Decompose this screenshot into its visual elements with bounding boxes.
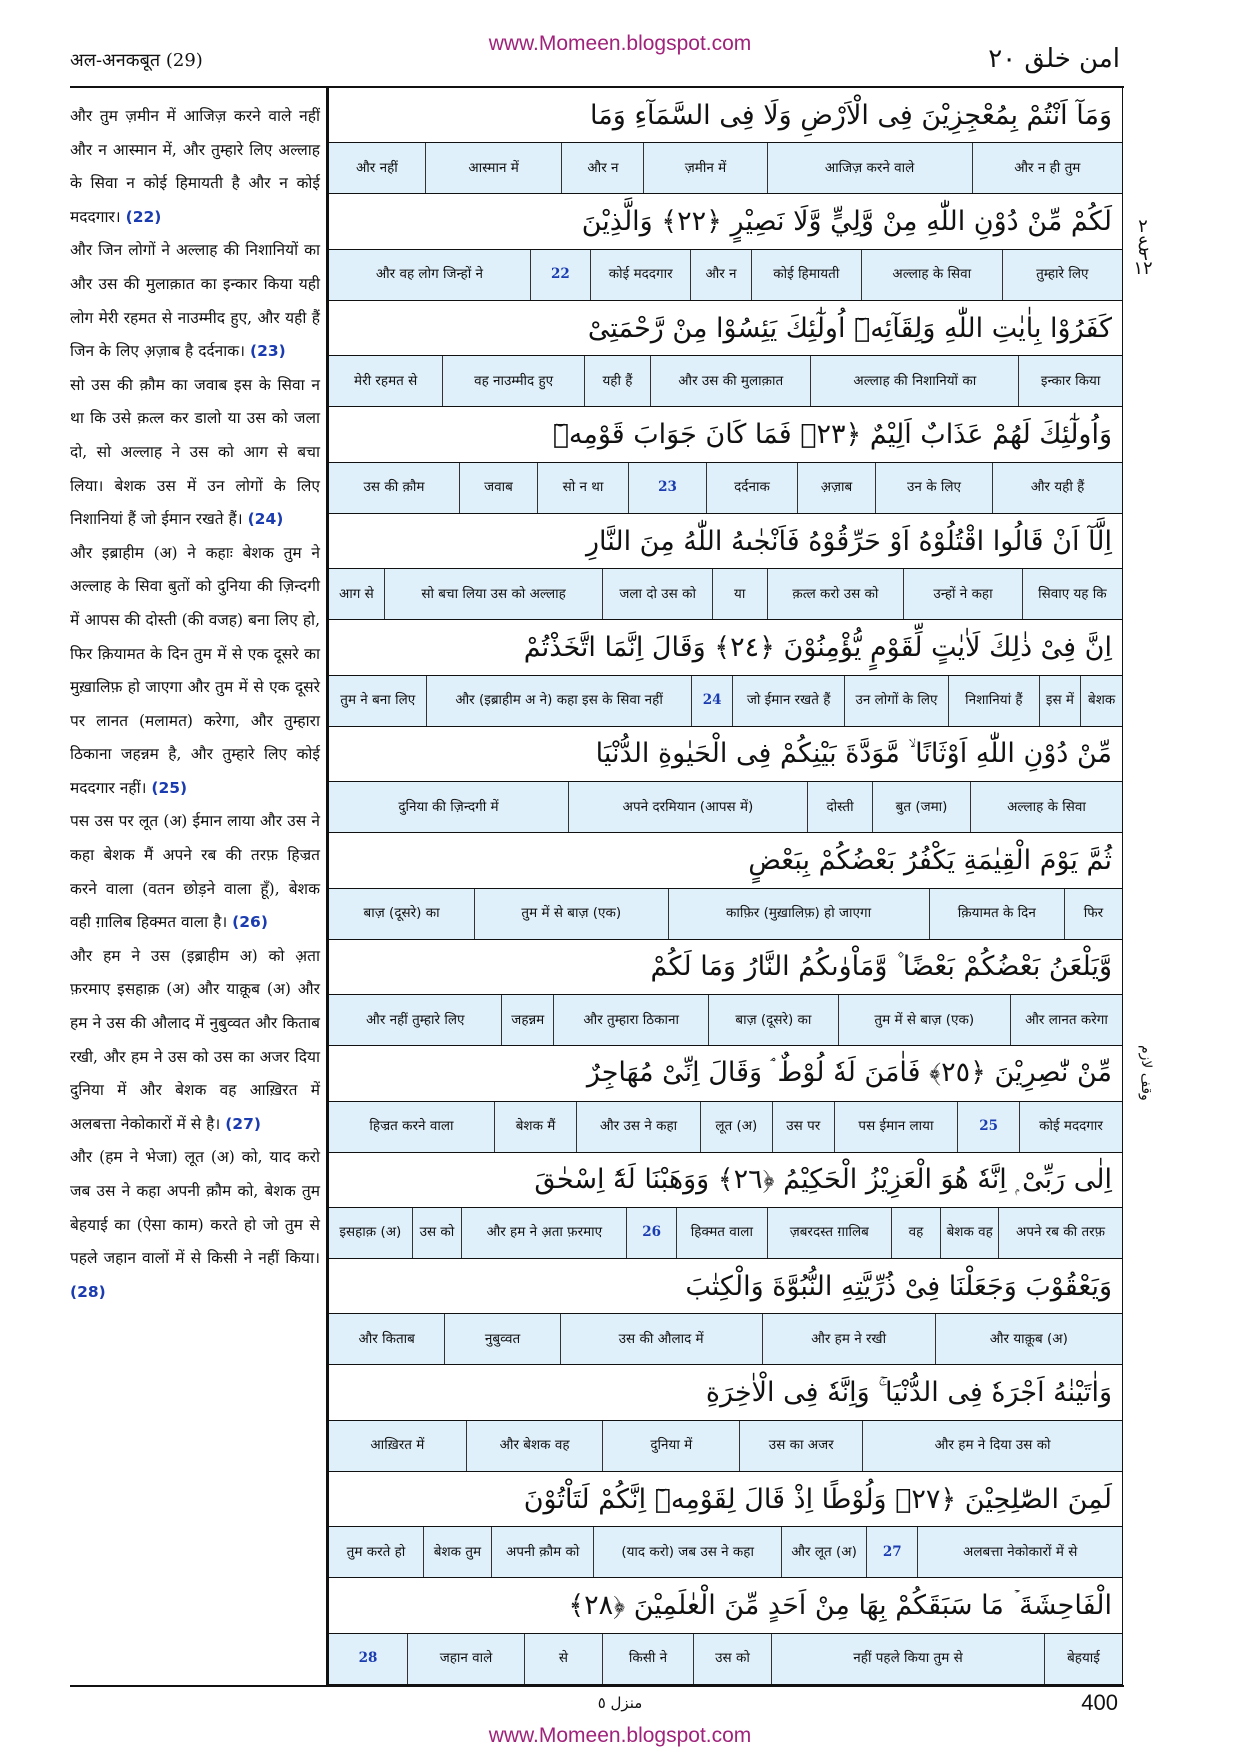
gloss-cell: बेशक मैं bbox=[494, 1102, 576, 1152]
verse-row bbox=[329, 1153, 1122, 1259]
gloss-cell: यही हैं bbox=[584, 356, 650, 406]
gloss-cell: बेशक तुम bbox=[423, 1527, 491, 1577]
gloss-row bbox=[329, 356, 1122, 406]
translation-text: और हम ने उस (इब्राहीम अ) को अ़ता फ़रमाए इसहाक़ (अ) और याक़ूब (अ) और हम ने उस की औलाद में नुबुव्वत और किताब रखी, और हम ने उस को उस का अजर दिया दुनिया में और बेशक वह आख़िरत में अलबत्ता नेकोकारों में से है। bbox=[70, 946, 320, 1133]
gloss-cell: वह नाउम्मीद हुए bbox=[442, 356, 584, 406]
gloss-cell: बेहयाई bbox=[1044, 1634, 1122, 1684]
gloss-row bbox=[329, 463, 1122, 513]
verse-number: (28) bbox=[70, 1282, 106, 1301]
translation-text: पस उस पर लूत (अ) ईमान लाया और उस ने कहा बेशक मैं अपने रब की तरफ़ हिज्रत करने वाला (वतन छोड़ने वाला हूँ), बेशक वही ग़ालिब हिक्मत वाला है। bbox=[70, 812, 320, 932]
gloss-cell: और तुम्हारा ठिकाना bbox=[553, 995, 708, 1045]
arabic-line: اِلٰى رَبِّىْ ۭ اِنَّهٗ هُوَ الْعَزِيْزُ الْحَكِيْمُ ﴿٢٦﴾ وَوَهَبْنَا لَهٗٓ اِسْحٰقَ bbox=[329, 1153, 1122, 1208]
gloss-cell: क़त्ल करो उस को bbox=[767, 569, 904, 619]
juz-title: امن خلق ٢٠ bbox=[988, 44, 1120, 74]
translation-verse bbox=[70, 947, 320, 1133]
gloss-cell: लूत (अ) bbox=[700, 1102, 772, 1152]
gloss-cell: काफ़िर (मुख़ालिफ़) हो जाएगा bbox=[668, 889, 929, 939]
gloss-row bbox=[329, 1102, 1122, 1152]
gloss-cell: उस की क़ौम bbox=[363, 479, 425, 496]
gloss-cell: और न bbox=[690, 250, 750, 300]
translation-verse bbox=[70, 376, 320, 528]
gloss-cell: अलबत्ता नेकोकारों में से bbox=[917, 1527, 1122, 1577]
gloss-cell: इस में bbox=[1039, 676, 1081, 726]
gloss-cell: आग से bbox=[338, 585, 374, 602]
gloss-cell: और किताब bbox=[358, 1330, 415, 1347]
gloss-cell: अपनी क़ौम को bbox=[491, 1527, 593, 1577]
gloss-cell: उस का अजर bbox=[739, 1421, 862, 1471]
gloss-cell: नहीं पहले किया तुम से bbox=[771, 1634, 1044, 1684]
gloss-verse-number: 28 bbox=[358, 1650, 378, 1667]
arabic-line: اِلَّآ اَنْ قَالُوا اقْتُلُوْهُ اَوْ حَرِّقُوْهُ فَاَنْجٰىهُ اللّٰهُ مِنَ النَّارِ bbox=[329, 514, 1122, 569]
gloss-cell: जहान वाले bbox=[407, 1634, 524, 1684]
gloss-row bbox=[329, 250, 1122, 300]
gloss-cell: निशानियां हैं bbox=[948, 676, 1038, 726]
gloss-cell: सो न था bbox=[537, 463, 628, 513]
verse-row bbox=[329, 407, 1122, 513]
gloss-cell: किसी ने bbox=[602, 1634, 693, 1684]
gloss-row bbox=[329, 1208, 1122, 1258]
gloss-cell: हिज्रत करने वाला bbox=[369, 1118, 454, 1135]
gloss-cell: (याद करो) जब उस ने कहा bbox=[593, 1527, 781, 1577]
gloss-cell: उस को bbox=[412, 1208, 462, 1258]
gloss-row bbox=[329, 1314, 1122, 1364]
verse-row bbox=[329, 1365, 1122, 1471]
verse-row bbox=[329, 301, 1122, 407]
bottom-rule bbox=[70, 1685, 1124, 1687]
verse-number: (25) bbox=[151, 778, 188, 797]
gloss-cell: ज़मीन में bbox=[643, 143, 766, 193]
gloss-cell: और उस ने कहा bbox=[576, 1102, 700, 1152]
gloss-cell: बेशक bbox=[1080, 676, 1122, 726]
gloss-cell: फिर bbox=[1064, 889, 1122, 939]
translation-verse bbox=[70, 107, 320, 226]
gloss-cell: वह bbox=[891, 1208, 941, 1258]
gloss-cell: पस ईमान लाया bbox=[834, 1102, 958, 1152]
gloss-cell: उन लोगों के लिए bbox=[844, 676, 948, 726]
gloss-cell: नुबुव्वत bbox=[444, 1314, 559, 1364]
gloss-cell: जला दो उस को bbox=[602, 569, 711, 619]
gloss-cell: सो बचा लिया उस को अल्लाह bbox=[384, 569, 603, 619]
gloss-cell: और लूत (अ) bbox=[781, 1527, 866, 1577]
arabic-line: وَاٰتَيْنٰهُ اَجْرَهٗ فِى الدُّنْيَا ۚ وَاِنَّهٗ فِى الْاٰخِرَةِ bbox=[329, 1365, 1122, 1420]
gloss-cell: और यही हैं bbox=[992, 463, 1122, 513]
gloss-cell: और उस की मुलाक़ात bbox=[650, 356, 810, 406]
arabic-line: وَّيَلْعَنُ بَعْضُكُمْ بَعْضًا ۫ وَّمَاْوٰىكُمُ النَّارُ وَمَا لَكُمْ bbox=[329, 940, 1122, 995]
arabic-line: ثُمَّ يَوْمَ الْقِيٰمَةِ يَكْفُرُ بَعْضُكُمْ بِبَعْضٍ bbox=[329, 833, 1122, 888]
gloss-cell: हिक्मत वाला bbox=[676, 1208, 767, 1258]
gloss-cell: उन के लिए bbox=[875, 463, 992, 513]
word-by-word-grid bbox=[328, 88, 1123, 1685]
gloss-cell: कोई मददगार bbox=[590, 250, 690, 300]
verse-row bbox=[329, 1578, 1122, 1684]
gloss-cell: बुत (जमा) bbox=[872, 782, 970, 832]
verse-row bbox=[329, 620, 1122, 726]
verse-number: (26) bbox=[232, 913, 268, 932]
verse-row bbox=[329, 194, 1122, 300]
gloss-row bbox=[329, 1421, 1122, 1471]
arabic-line: وَيَعْقُوْبَ وَجَعَلْنَا فِىْ ذُرِّيَّتِهِ النُّبُوَّةَ وَالْكِتٰبَ bbox=[329, 1259, 1122, 1314]
gloss-row bbox=[329, 143, 1122, 193]
translation-text: सो उस की क़ौम का जवाब इस के सिवा न था कि उसे क़त्ल कर डालो या उस को जला दो, सो अल्लाह ने उस को आग से बचा लिया। बेशक उस में उन लोगों के लिए निशानियां हैं जो ईमान रखते हैं। bbox=[70, 375, 320, 529]
verse-row bbox=[329, 727, 1122, 833]
gloss-cell: अल्लाह के सिवा bbox=[970, 782, 1122, 832]
translation-verse bbox=[70, 1148, 320, 1300]
gloss-row bbox=[329, 1527, 1122, 1577]
gloss-cell: उन्हों ने कहा bbox=[903, 569, 1021, 619]
gloss-cell: और वह लोग जिन्हों ने bbox=[375, 266, 483, 283]
gloss-cell: तुम्हारे लिए bbox=[1002, 250, 1122, 300]
gloss-cell: और बेशक वह bbox=[466, 1421, 603, 1471]
gloss-cell: बाज़ (दूसरे) का bbox=[363, 905, 440, 922]
gloss-cell: कोई हिमायती bbox=[751, 250, 861, 300]
page-number: 400 bbox=[1081, 1690, 1118, 1715]
gloss-cell: अ़ज़ाब bbox=[797, 463, 875, 513]
gloss-cell: जहन्नम bbox=[501, 995, 553, 1045]
gloss-cell: ज़बरदस्त ग़ालिब bbox=[767, 1208, 891, 1258]
gloss-cell: तुम में से बाज़ (एक) bbox=[474, 889, 667, 939]
gloss-verse-number: 22 bbox=[530, 250, 590, 300]
gloss-cell: या bbox=[712, 569, 767, 619]
gloss-cell: और नहीं तुम्हारे लिए bbox=[366, 1011, 465, 1028]
verse-row bbox=[329, 940, 1122, 1046]
verse-row bbox=[329, 88, 1122, 194]
gloss-cell: और लानत करेगा bbox=[1010, 995, 1122, 1045]
verse-row bbox=[329, 514, 1122, 620]
translation-text: और जिन लोगों ने अल्लाह की निशानियों का और उस की मुलाक़ात का इन्कार किया यही लोग मेरी रहमत से नाउम्मीद हुए, और यही हैं जिन के लिए अ़ज़ाब है दर्दनाक। bbox=[70, 241, 320, 361]
gloss-cell: कोई मददगार bbox=[1019, 1102, 1122, 1152]
gloss-cell: और हम ने अ़ता फ़रमाए bbox=[461, 1208, 626, 1258]
gloss-row bbox=[329, 1634, 1122, 1684]
gloss-cell: क़ियामत के दिन bbox=[929, 889, 1064, 939]
site-url-top[interactable]: www.Momeen.blogspot.com bbox=[488, 32, 752, 55]
gloss-cell: उस को bbox=[693, 1634, 771, 1684]
gloss-row bbox=[329, 889, 1122, 939]
gloss-cell: और न bbox=[561, 143, 643, 193]
translation-verse bbox=[70, 812, 320, 931]
gloss-cell: और याक़ूब (अ) bbox=[935, 1314, 1122, 1364]
gloss-verse-number: 24 bbox=[691, 676, 733, 726]
arabic-line: لَكُمْ مِّنْ دُوْنِ اللّٰهِ مِنْ وَّلِيٍّ وَّلَا نَصِيْرٍ ﴿٢٢﴾ وَالَّذِيْنَ bbox=[329, 194, 1122, 249]
translation-column bbox=[70, 100, 320, 1309]
gloss-row bbox=[329, 569, 1122, 619]
gloss-cell: अल्लाह के सिवा bbox=[861, 250, 1002, 300]
translation-text: और इब्राहीम (अ) ने कहाः बेशक तुम ने अल्लाह के सिवा बुतों को दुनिया की ज़िन्दगी में आपस की दोस्ती (की वजह) बना लिए हो, फिर क़ियामत के दिन तुम में से एक दूसरे का मुख़ालिफ़ हो जाएगा और तुम में से एक दूसरे पर लानत (मलामत) करेगा, और तुम्हारा ठिकाना जहन्नम है, और तुम्हारे लिए कोई मददगार नहीं। bbox=[70, 543, 320, 797]
verse-row bbox=[329, 833, 1122, 939]
gloss-cell: और नहीं bbox=[355, 159, 398, 176]
gloss-cell: आख़िरत में bbox=[370, 1437, 425, 1454]
verse-row bbox=[329, 1046, 1122, 1152]
translation-verse bbox=[70, 544, 320, 797]
arabic-line: لَمِنَ الصّٰلِحِيْنَ ﴿٢٧﴾ وَلُوْطًا اِذْ قَالَ لِقَوْمِهٖٓ اِنَّكُمْ لَتَاْتُوْنَ bbox=[329, 1472, 1122, 1527]
arabic-line: كَفَرُوْا بِاٰيٰتِ اللّٰهِ وَلِقَآئِهٖٓ اُولٰٓئِكَ يَئِسُوْا مِنْ رَّحْمَتِىْ bbox=[329, 301, 1122, 356]
verse-number: (22) bbox=[125, 207, 162, 226]
arabic-line: مِّنْ نّٰصِرِيْنَ ﴿٢٥﴾ فَاٰمَنَ لَهٗ لُوْطٌ ۘ وَقَالَ اِنِّىْ مُهَاجِرٌ bbox=[329, 1046, 1122, 1101]
site-url-bottom[interactable]: www.Momeen.blogspot.com bbox=[488, 1724, 752, 1747]
gloss-cell: बाज़ (दूसरे) का bbox=[708, 995, 837, 1045]
gloss-cell: उस पर bbox=[772, 1102, 834, 1152]
gloss-verse-number: 23 bbox=[628, 463, 706, 513]
arabic-line: الْفَاحِشَةَ ۡ مَا سَبَقَكُمْ بِهَا مِنْ اَحَدٍ مِّنَ الْعٰلَمِيْنَ ﴿٢٨﴾ bbox=[329, 1578, 1122, 1633]
verse-number: (24) bbox=[247, 510, 284, 529]
verse-row bbox=[329, 1472, 1122, 1578]
gloss-cell: इन्कार किया bbox=[1018, 356, 1122, 406]
gloss-cell: अपने रब की तरफ़ bbox=[998, 1208, 1122, 1258]
gloss-cell: इसहाक़ (अ) bbox=[339, 1224, 402, 1241]
gloss-cell: सिवाए यह कि bbox=[1022, 569, 1122, 619]
gloss-cell: तुम करते हो bbox=[346, 1543, 406, 1560]
gloss-cell: आजिज़ करने वाले bbox=[767, 143, 972, 193]
gloss-cell: दोस्ती bbox=[807, 782, 872, 832]
gloss-cell: जवाब bbox=[459, 463, 537, 513]
ruku-mark: ٢ ع ٩ ١٢ bbox=[1133, 216, 1153, 279]
gloss-cell: अपने दरमियान (आपस में) bbox=[568, 782, 807, 832]
gloss-cell: आस्मान में bbox=[425, 143, 562, 193]
gloss-cell: दुनिया की ज़िन्दगी में bbox=[398, 798, 499, 815]
gloss-cell: दुनिया में bbox=[602, 1421, 739, 1471]
translation-text: और (हम ने भेजा) लूत (अ) को, याद करो जब उस ने कहा अपनी क़ौम को, बेशक तुम बेहयाई का (ऐसा काम) करते हो जो तुम से पहले जहान वालों में से किसी ने नहीं किया। bbox=[70, 1148, 320, 1268]
arabic-line: وَاُولٰٓئِكَ لَهُمْ عَذَابٌ اَلِيْمٌ ﴿٢٣﴾ فَمَا كَانَ جَوَابَ قَوْمِهٖٓ bbox=[329, 407, 1122, 462]
translation-text: और तुम ज़मीन में आजिज़ करने वाले नहीं और न आस्मान में, और तुम्हारे लिए अल्लाह के सिवा न कोई हिमायती है और न कोई मददगार। bbox=[70, 107, 320, 226]
translation-verse bbox=[70, 241, 320, 360]
gloss-verse-number: 25 bbox=[957, 1102, 1019, 1152]
gloss-cell: तुम में से बाज़ (एक) bbox=[838, 995, 1010, 1045]
gloss-verse-number: 26 bbox=[626, 1208, 676, 1258]
gloss-cell: बेशक वह bbox=[940, 1208, 998, 1258]
gloss-cell: और हम ने रखी bbox=[762, 1314, 935, 1364]
surah-title: अल-अनकबूत (29) bbox=[70, 50, 203, 71]
arabic-line: مِّنْ دُوْنِ اللّٰهِ اَوْثَانًا ۙ مَّوَدَّةَ بَيْنِكُمْ فِى الْحَيٰوةِ الدُّنْيَا bbox=[329, 727, 1122, 782]
waqf-mark: وقف لازم bbox=[1138, 1045, 1154, 1101]
gloss-cell: और (इब्राहीम अ ने) कहा इस के सिवा नहीं bbox=[426, 676, 690, 726]
manzil-label: منزل ٥ bbox=[597, 1694, 643, 1712]
gloss-cell: और न ही तुम bbox=[972, 143, 1122, 193]
gloss-cell: से bbox=[524, 1634, 602, 1684]
gloss-cell: उस की औलाद में bbox=[560, 1314, 762, 1364]
gloss-cell: मेरी रहमत से bbox=[354, 372, 418, 389]
gloss-cell: तुम ने बना लिए bbox=[340, 692, 416, 709]
gloss-cell: दर्दनाक bbox=[706, 463, 797, 513]
gloss-row bbox=[329, 676, 1122, 726]
arabic-line: وَمَآ اَنْتُمْ بِمُعْجِزِيْنَ فِى الْاَرْضِ وَلَا فِى السَّمَآءِ وَمَا bbox=[329, 88, 1122, 143]
gloss-cell: अल्लाह की निशानियों का bbox=[810, 356, 1018, 406]
gloss-verse-number: 27 bbox=[866, 1527, 917, 1577]
gloss-row bbox=[329, 782, 1122, 832]
gloss-cell: जो ईमान रखते हैं bbox=[732, 676, 843, 726]
verse-number: (27) bbox=[225, 1114, 261, 1133]
arabic-line: اِنَّ فِىْ ذٰلِكَ لَاٰيٰتٍ لِّقَوْمٍ يُّؤْمِنُوْنَ ﴿٢٤﴾ وَقَالَ اِنَّمَا اتَّخَذْتُمْ bbox=[329, 620, 1122, 675]
gloss-cell: और हम ने दिया उस को bbox=[862, 1421, 1122, 1471]
gloss-row bbox=[329, 995, 1122, 1045]
verse-number: (23) bbox=[250, 342, 286, 361]
verse-row bbox=[329, 1259, 1122, 1365]
